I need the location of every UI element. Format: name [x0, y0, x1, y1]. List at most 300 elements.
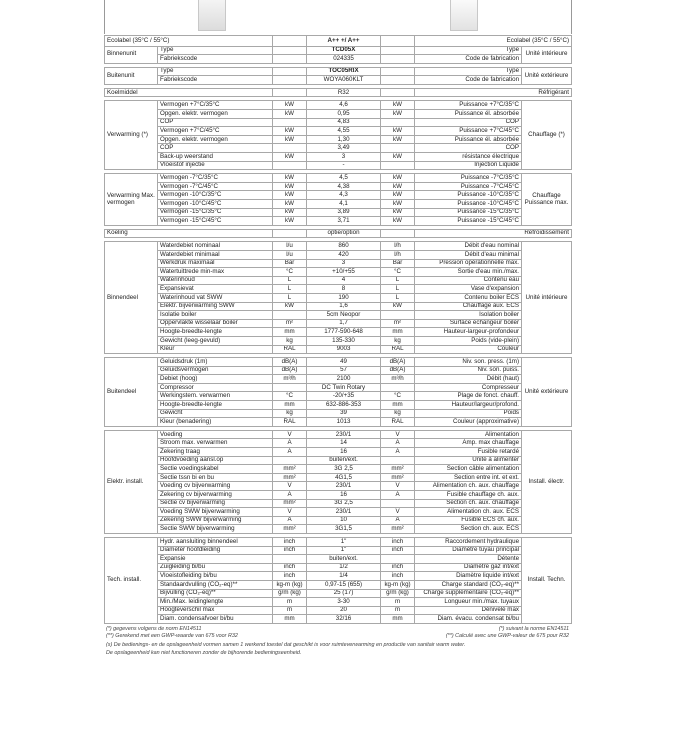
spec-label-nl: Fabriekscode — [158, 55, 273, 64]
spec-unit-nl: V — [273, 482, 307, 491]
spec-unit-fr — [381, 161, 415, 170]
spec-value: 0,97-15 (655) — [307, 580, 381, 589]
spec-unit-nl: inch — [273, 546, 307, 555]
unit-cell — [273, 88, 307, 97]
spec-row — [105, 401, 572, 410]
spec-label-nl: Vermogen -15°C/45°C — [158, 217, 273, 226]
spec-unit-fr — [381, 144, 415, 153]
spec-value: buiten/ext. — [307, 456, 381, 465]
section-label-fr: Install. électr. — [522, 430, 572, 533]
spec-label-fr: Section ch. aux. ECS — [415, 525, 522, 534]
spec-label-fr: Puissance -10°C/35°C — [415, 191, 522, 200]
spec-label-fr: Poids (vide-plein) — [415, 336, 522, 345]
spec-row — [105, 127, 572, 136]
section-label-fr: Unité extérieure — [522, 358, 572, 427]
spec-value: 1777-590-648 — [307, 328, 381, 337]
spec-label-nl: Expansievat — [158, 285, 273, 294]
spec-value: 3-30 — [307, 598, 381, 607]
spec-label-fr: Charge standard (CO₂-eq)** — [415, 580, 522, 589]
spec-label-fr: Type — [415, 46, 522, 55]
spec-label-nl: Sectie cv bijverwarming — [158, 499, 273, 508]
spec-label-nl: Gewicht — [158, 409, 273, 418]
spec-value: 16 — [307, 491, 381, 500]
spec-label-fr: Contenu boiler ECS — [415, 293, 522, 302]
spec-table — [104, 35, 572, 624]
spec-label-fr: Alimentation — [415, 430, 522, 439]
section-label-fr: Install. Techn. — [522, 537, 572, 623]
section-label-nl: Elektr. install. — [105, 430, 158, 533]
spec-value: 16 — [307, 448, 381, 457]
spec-unit-fr — [381, 76, 415, 85]
spec-value: 8 — [307, 285, 381, 294]
section-label-nl: Buitenunit — [105, 67, 158, 84]
footnote-right-2: (**) Calculé avec une GWP-valeur de 675 pour R32 — [445, 633, 569, 639]
ecolabel-row — [105, 36, 572, 47]
spec-value: 3,71 — [307, 217, 381, 226]
spec-label-fr: COP — [415, 144, 522, 153]
spec-row — [105, 88, 572, 97]
spec-label-fr: Plage de fonct. chauff. — [415, 392, 522, 401]
spec-unit-nl: kW — [273, 217, 307, 226]
spec-row — [105, 311, 572, 320]
spec-label-nl: Werkdruk maximaal — [158, 259, 273, 268]
spec-unit-fr: kW — [381, 302, 415, 311]
spec-label-fr: Pression opérationnelle max. — [415, 259, 522, 268]
spec-unit-nl: RAL — [273, 345, 307, 354]
unit-cell — [381, 229, 415, 238]
spec-row — [105, 448, 572, 457]
spec-label-fr: Niv. son. press. (1m) — [415, 358, 522, 367]
spec-value: 4G1,5 — [307, 473, 381, 482]
spec-row — [105, 508, 572, 517]
spec-row — [105, 606, 572, 615]
spec-label-nl: Elektr. bijverwarming SWW — [158, 302, 273, 311]
spec-value: 1,7 — [307, 319, 381, 328]
spec-label-fr: Alimentation ch. aux. ECS — [415, 508, 522, 517]
spec-value: 135-330 — [307, 336, 381, 345]
spec-unit-nl: mm² — [273, 473, 307, 482]
spec-value: 3G1,5 — [307, 525, 381, 534]
spec-unit-fr: kW — [381, 191, 415, 200]
spec-label-fr: Puissance +7°C/45°C — [415, 127, 522, 136]
spec-row — [105, 499, 572, 508]
spec-label-nl: Zekering SWW bijverwarming — [158, 516, 273, 525]
spec-label-nl: Vermogen -10°C/45°C — [158, 200, 273, 209]
spec-label-nl: Voeding — [158, 430, 273, 439]
spec-row — [105, 229, 572, 238]
spec-unit-nl: kW — [273, 101, 307, 110]
spec-label-nl: Fabriekscode — [158, 76, 273, 85]
spec-value: 4,3 — [307, 191, 381, 200]
spec-unit-fr: A — [381, 448, 415, 457]
spec-label-fr: Surface echangeur boiler — [415, 319, 522, 328]
spec-unit-fr: kW — [381, 182, 415, 191]
spec-label-nl: Vloeistofleiding bi/bu — [158, 572, 273, 581]
spec-label-nl: Zekering cv bijverwarming — [158, 491, 273, 500]
spec-row — [105, 46, 572, 55]
spec-unit-nl: kW — [273, 127, 307, 136]
spec-value: 230/1 — [307, 482, 381, 491]
spec-label-nl: Kleur — [158, 345, 273, 354]
section-label-nl: Verwarming (*) — [105, 101, 158, 170]
spec-label-fr: Puissance -15°C/35°C — [415, 208, 522, 217]
spec-label-fr: Diamètre liquide int/ext — [415, 572, 522, 581]
spec-label-fr: résistance électrique — [415, 153, 522, 162]
section-label-nl: Koelmiddel — [105, 88, 273, 97]
spec-label-fr: Fusible ECS ch. aux. — [415, 516, 522, 525]
spec-unit-nl: kg-m (kg) — [273, 580, 307, 589]
spec-value: 024335 — [307, 55, 381, 64]
spec-unit-nl: dB(A) — [273, 366, 307, 375]
spec-row — [105, 135, 572, 144]
spec-label-nl: Geluidsvermogen — [158, 366, 273, 375]
spec-row — [105, 473, 572, 482]
spec-label-fr: Alimentation ch. aux. chauffage — [415, 482, 522, 491]
spec-unit-fr: mm — [381, 615, 415, 624]
spec-label-nl: Compressor — [158, 383, 273, 392]
section-label-nl: Buitendeel — [105, 358, 158, 427]
spec-value: +10/+55 — [307, 268, 381, 277]
spec-unit-nl: mm² — [273, 499, 307, 508]
spec-label-nl: Sectie tssn bi en bu — [158, 473, 273, 482]
spec-label-nl: COP — [158, 144, 273, 153]
spec-unit-fr: kW — [381, 135, 415, 144]
spec-label-fr: Puissance -15°C/45°C — [415, 217, 522, 226]
spec-unit-nl: A — [273, 448, 307, 457]
spec-row — [105, 456, 572, 465]
spec-label-fr: COP — [415, 118, 522, 127]
ecolabel-label-nl: Ecolabel (35°C / 55°C) — [105, 36, 273, 47]
footnote-note-1: (s) De bedienings- en de opslageenheid vormen samen 1 werkend toestel dat geschikt is voor ruimteverwarming en productie van sanitair warm water. — [106, 642, 466, 648]
spec-unit-fr: L — [381, 293, 415, 302]
spec-value: 1013 — [307, 418, 381, 427]
section-label-fr: Unité intérieure — [522, 46, 572, 63]
spec-label-fr: Contenu eau — [415, 276, 522, 285]
spec-unit-nl: kW — [273, 174, 307, 183]
spec-value: 14 — [307, 439, 381, 448]
spec-value: 2100 — [307, 375, 381, 384]
spec-unit-fr: m² — [381, 319, 415, 328]
spec-row — [105, 67, 572, 76]
spec-unit-nl: kg — [273, 336, 307, 345]
spec-label-fr: Puissance +7°C/35°C — [415, 101, 522, 110]
spec-label-nl: Voeding SWW bijverwarming — [158, 508, 273, 517]
spec-unit-fr — [381, 67, 415, 76]
spec-unit-fr: kW — [381, 208, 415, 217]
spec-value: 1,6 — [307, 302, 381, 311]
spec-unit-nl: kW — [273, 182, 307, 191]
spec-row — [105, 563, 572, 572]
spec-unit-nl: m — [273, 606, 307, 615]
spec-label-nl: COP — [158, 118, 273, 127]
spec-row — [105, 118, 572, 127]
spec-label-fr: Couleur — [415, 345, 522, 354]
spec-value: 39 — [307, 409, 381, 418]
spec-unit-fr — [381, 46, 415, 55]
spec-unit-fr: m³/h — [381, 375, 415, 384]
spec-unit-fr: g/m (kg) — [381, 589, 415, 598]
spec-row — [105, 555, 572, 564]
spec-unit-fr: mm² — [381, 465, 415, 474]
spec-value: 10 — [307, 516, 381, 525]
spec-label-nl: Type — [158, 46, 273, 55]
spec-unit-nl: mm² — [273, 465, 307, 474]
spec-label-fr: Diam. évacu. condensat bi/bu — [415, 615, 522, 624]
spec-label-fr: Hauteur/largeur/profond. — [415, 401, 522, 410]
spec-row — [105, 276, 572, 285]
spec-label-nl: Debiet (hoog) — [158, 375, 273, 384]
spec-row — [105, 366, 572, 375]
spec-label-nl: Back-up weerstand — [158, 153, 273, 162]
spec-label-nl: Standaardvulling (CO₂-eq)** — [158, 580, 273, 589]
spec-unit-fr: inch — [381, 546, 415, 555]
spec-unit-nl: V — [273, 508, 307, 517]
spec-unit-nl — [273, 46, 307, 55]
spec-row — [105, 383, 572, 392]
spec-value: 230/1 — [307, 430, 381, 439]
spec-label-fr: Compresseur — [415, 383, 522, 392]
spec-unit-nl: kW — [273, 135, 307, 144]
spec-label-fr: Dénivelé max — [415, 606, 522, 615]
spec-unit-nl — [273, 118, 307, 127]
spec-row — [105, 465, 572, 474]
spec-value: 5cm Neopor — [307, 311, 381, 320]
spec-value: DC Twin Rotary — [307, 383, 381, 392]
spec-label-nl: Vermogen -10°C/35°C — [158, 191, 273, 200]
spec-unit-fr — [381, 499, 415, 508]
spec-unit-fr: m — [381, 606, 415, 615]
spec-unit-fr: m — [381, 598, 415, 607]
spec-row — [105, 250, 572, 259]
spec-value: 632-886-353 — [307, 401, 381, 410]
spec-row — [105, 572, 572, 581]
spec-value: -20/+35 — [307, 392, 381, 401]
spec-label-nl: Gewicht (leeg-gevuld) — [158, 336, 273, 345]
spec-row — [105, 345, 572, 354]
spec-value: 1" — [307, 546, 381, 555]
spec-unit-nl: Bar — [273, 259, 307, 268]
spec-label-nl: Stroom max. verwarmen — [158, 439, 273, 448]
spec-label-nl: Vermogen -15°C/35°C — [158, 208, 273, 217]
spec-unit-nl: °C — [273, 392, 307, 401]
spec-value: TOC05RIX — [307, 67, 381, 76]
spec-label-fr: Longueur min./max. tuyaux — [415, 598, 522, 607]
spec-unit-fr: RAL — [381, 345, 415, 354]
spec-label-fr: Fusible retardé — [415, 448, 522, 457]
spec-label-fr: Chauffage aux. ECS — [415, 302, 522, 311]
spec-unit-nl: inch — [273, 563, 307, 572]
spec-unit-nl: kW — [273, 153, 307, 162]
spec-value: 4,83 — [307, 118, 381, 127]
spec-label-fr: Débit (haut) — [415, 375, 522, 384]
spec-unit-fr: °C — [381, 392, 415, 401]
spec-unit-nl: mm² — [273, 525, 307, 534]
spec-unit-nl: m² — [273, 319, 307, 328]
spec-unit-nl: kW — [273, 191, 307, 200]
spec-label-nl: Hoogteverschil max — [158, 606, 273, 615]
spec-value: 57 — [307, 366, 381, 375]
spec-unit-nl: g/m (kg) — [273, 589, 307, 598]
spec-label-nl: Sectie voedingskabel — [158, 465, 273, 474]
spec-unit-fr — [381, 555, 415, 564]
spec-unit-fr: mm — [381, 401, 415, 410]
spec-label-nl: Hoogte-breedte-lengte — [158, 401, 273, 410]
spec-value: 32/16 — [307, 615, 381, 624]
spec-label-fr: Injection Liquide — [415, 161, 522, 170]
spec-unit-nl — [273, 76, 307, 85]
spec-label-fr: Débit d'eau minimal — [415, 250, 522, 259]
spec-value: optie/option — [307, 229, 381, 238]
spec-unit-fr: kg — [381, 336, 415, 345]
spec-value: WOYA060KLT — [307, 76, 381, 85]
spec-label-nl: Min./Max. leidinglengte — [158, 598, 273, 607]
spec-row — [105, 516, 572, 525]
spec-row — [105, 293, 572, 302]
product-image-frame — [104, 0, 572, 34]
section-label-nl: Tech. install. — [105, 537, 158, 623]
section-label-nl: Verwarming Max. vermogen — [105, 174, 158, 226]
spec-unit-nl: mm — [273, 401, 307, 410]
spec-row — [105, 217, 572, 226]
spec-unit-nl — [273, 67, 307, 76]
spec-label-nl: Zekering traag — [158, 448, 273, 457]
spec-label-nl: Werkingstem. verwarmen — [158, 392, 273, 401]
spec-unit-nl: dB(A) — [273, 358, 307, 367]
spec-label-nl: Opgen. elektr. vermogen — [158, 135, 273, 144]
spec-label-nl: Expansie — [158, 555, 273, 564]
spec-label-nl: Hoofdvoeding aansl.op — [158, 456, 273, 465]
spec-unit-fr — [381, 311, 415, 320]
spec-label-nl: Vermogen -7°C/45°C — [158, 182, 273, 191]
spec-value: 49 — [307, 358, 381, 367]
spec-unit-nl: kW — [273, 302, 307, 311]
spec-row — [105, 208, 572, 217]
spec-row — [105, 580, 572, 589]
spec-label-fr: Puissance -7°C/35°C — [415, 174, 522, 183]
spec-value: 0,95 — [307, 110, 381, 119]
spec-unit-nl: kW — [273, 208, 307, 217]
spec-row — [105, 285, 572, 294]
spec-label-fr: Diamètre gaz int/ext — [415, 563, 522, 572]
spec-unit-nl: L — [273, 293, 307, 302]
spec-row — [105, 153, 572, 162]
spec-label-nl: Hoogte-breedte-lengte — [158, 328, 273, 337]
spec-value: 4,5 — [307, 174, 381, 183]
outdoor-unit-image — [450, 0, 478, 31]
section-label-fr: Unité intérieure — [522, 242, 572, 354]
spec-unit-nl: kW — [273, 110, 307, 119]
spec-row — [105, 144, 572, 153]
spec-row — [105, 439, 572, 448]
spec-row — [105, 182, 572, 191]
spec-unit-fr: Bar — [381, 259, 415, 268]
spec-unit-fr: inch — [381, 537, 415, 546]
spec-unit-fr: dB(A) — [381, 358, 415, 367]
spec-label-fr: Fusible chauffage ch. aux. — [415, 491, 522, 500]
spec-value: 20 — [307, 606, 381, 615]
spec-row — [105, 589, 572, 598]
spec-label-fr: Puissance él. absorbée — [415, 135, 522, 144]
spec-value: 3G 2,5 — [307, 499, 381, 508]
spec-unit-nl: mm — [273, 615, 307, 624]
spec-label-nl: Geluidsdruk (1m) — [158, 358, 273, 367]
spec-unit-nl: L — [273, 285, 307, 294]
spec-label-fr: Section ch. aux. chauffage — [415, 499, 522, 508]
spec-unit-fr: kW — [381, 127, 415, 136]
spec-unit-nl: A — [273, 516, 307, 525]
spec-label-nl: Vermogen +7°C/35°C — [158, 101, 273, 110]
spec-unit-fr: A — [381, 439, 415, 448]
spec-label-fr: Code de fabrication — [415, 76, 522, 85]
spec-unit-fr: V — [381, 482, 415, 491]
spec-label-nl: Waterinhoud — [158, 276, 273, 285]
spec-unit-fr — [381, 456, 415, 465]
spec-row — [105, 110, 572, 119]
spec-label-fr: Hauteur-largeur-profondeur — [415, 328, 522, 337]
spec-row — [105, 55, 572, 64]
spec-unit-fr: kg — [381, 409, 415, 418]
spec-unit-nl: mm — [273, 328, 307, 337]
spec-label-fr: Puissance -7°C/45°C — [415, 182, 522, 191]
spec-value: 1,30 — [307, 135, 381, 144]
spec-unit-nl: A — [273, 439, 307, 448]
spec-unit-fr: l/h — [381, 250, 415, 259]
spec-row — [105, 409, 572, 418]
spec-label-fr: Raccordement hydraulique — [415, 537, 522, 546]
spec-value: 230/1 — [307, 508, 381, 517]
spec-unit-nl: °C — [273, 268, 307, 277]
spec-label-fr: Couleur (approximative) — [415, 418, 522, 427]
spec-row — [105, 375, 572, 384]
spec-unit-nl: m — [273, 598, 307, 607]
spec-label-nl: Hydr. aansluiting binnendeel — [158, 537, 273, 546]
section-label-nl: Binnenunit — [105, 46, 158, 63]
spec-row — [105, 418, 572, 427]
spec-unit-nl: kW — [273, 200, 307, 209]
spec-row — [105, 392, 572, 401]
spec-label-fr: Débit d'eau nominal — [415, 242, 522, 251]
section-label-fr: Refroidissement — [415, 229, 572, 238]
spec-row — [105, 191, 572, 200]
spec-label-nl: Diam. condensafvoer bi/bu — [158, 615, 273, 624]
spec-unit-nl: V — [273, 430, 307, 439]
footnote-right-1: (*) suivant la norme EN14511 — [498, 626, 569, 632]
spec-label-fr: Code de fabrication — [415, 55, 522, 64]
ecolabel-value: A++ +/ A++ — [307, 36, 381, 47]
spec-label-nl: Voeding cv bijverwarming — [158, 482, 273, 491]
section-label-fr: Chauffage (*) — [522, 101, 572, 170]
spec-unit-fr: inch — [381, 572, 415, 581]
spec-unit-fr: kW — [381, 101, 415, 110]
section-label-fr: Chauffage Puissance max. — [522, 174, 572, 226]
spec-unit-nl — [273, 144, 307, 153]
spec-label-fr: Amp. max chauffage — [415, 439, 522, 448]
spec-unit-fr: L — [381, 285, 415, 294]
spec-label-nl: Sectie SWW bijverwarming — [158, 525, 273, 534]
footnote-note-2: De opslageenheid kan niet functioneren zonder de bijhorende bedieningseenheid. — [106, 650, 302, 656]
spec-label-fr: Puissance él. absorbée — [415, 110, 522, 119]
spec-unit-fr: kW — [381, 217, 415, 226]
spec-unit-fr: l/h — [381, 242, 415, 251]
ecolabel-label-fr: Ecolabel (35°C / 55°C) — [415, 36, 572, 47]
spec-label-nl: Bijvulling (CO₂-eq)** — [158, 589, 273, 598]
spec-row — [105, 268, 572, 277]
spec-row — [105, 101, 572, 110]
spec-value: R32 — [307, 88, 381, 97]
spec-row — [105, 76, 572, 85]
spec-unit-nl — [273, 55, 307, 64]
spec-label-nl: Oppervlakte wisselaar boiler — [158, 319, 273, 328]
